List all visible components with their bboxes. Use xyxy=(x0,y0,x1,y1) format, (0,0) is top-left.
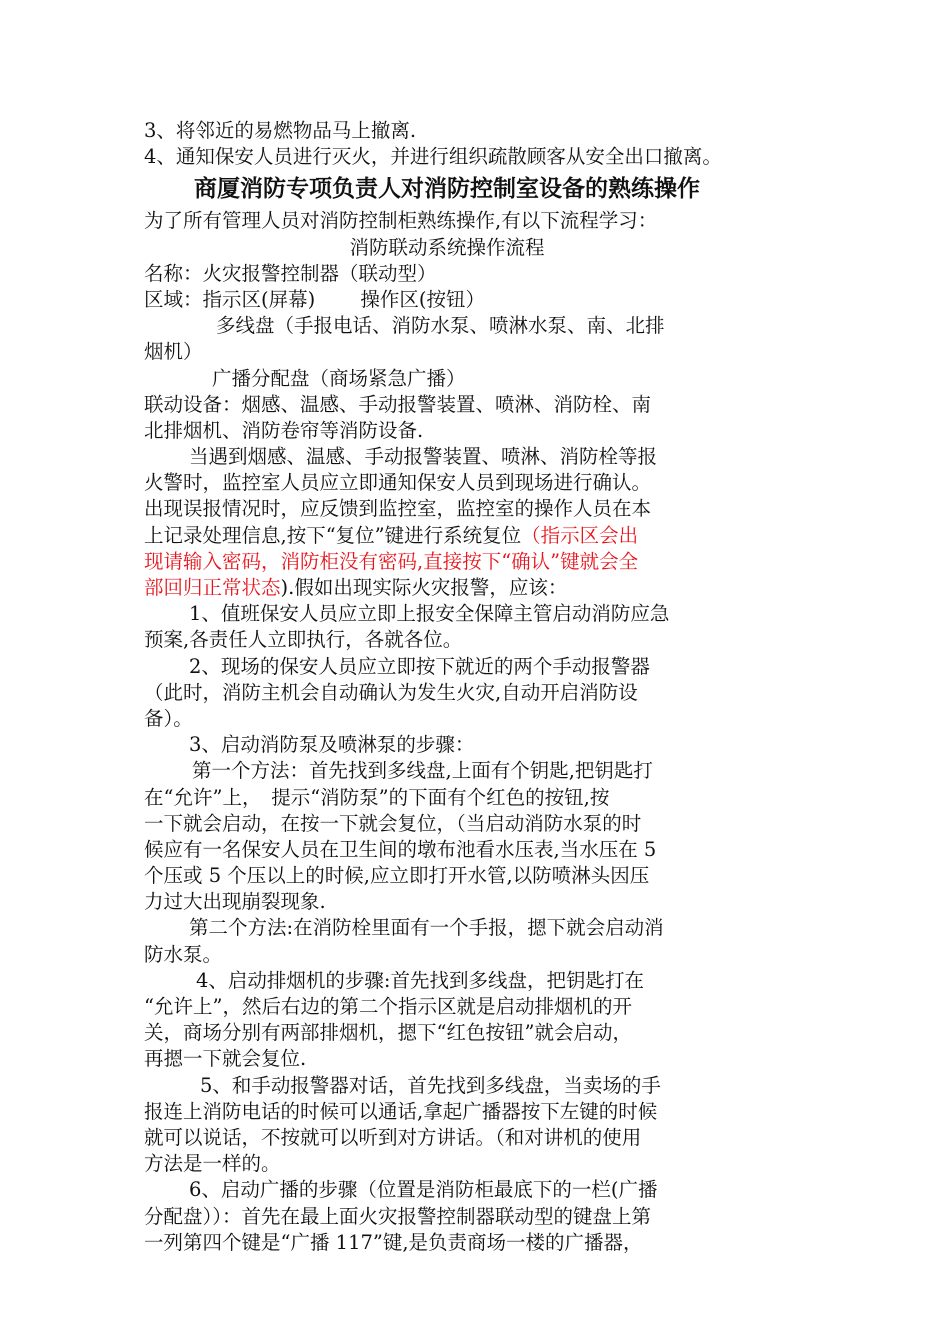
step-1-line-cont: 预案,各责任人立即执行，各就各位。 xyxy=(144,628,463,652)
list-item-3: 3、将邻近的易燃物品马上撤离. xyxy=(144,119,417,142)
multiline-panel-line: 多线盘（手报电话、消防水泵、喷淋水泵、南、北排 xyxy=(216,314,665,338)
method-1-line: 第一个方法：首先找到多线盘,上面有个钥匙,把钥匙打 xyxy=(192,759,653,783)
linkage-equipment-line-cont: 北排烟机、消防卷帘等消防设备. xyxy=(144,418,424,442)
paragraph-text: ).假如出现实际火灾报警，应该： xyxy=(280,576,568,599)
step-2-line-cont: 备）。 xyxy=(144,706,193,730)
step-5-line-cont: 报连上消防电话的时候可以通话,拿起广播器按下左键的时候 xyxy=(144,1099,658,1123)
paragraph-line: 出现误报情况时，应反馈到监控室，监控室的操作人员在本 xyxy=(144,497,652,521)
method-1-line-cont: 在“允许”上， 提示“消防泵”的下面有个红色的按钮,按 xyxy=(144,785,610,809)
step-4-line-cont: 关，商场分别有两部排烟机，摁下“红色按钮”就会启动， xyxy=(144,1021,632,1045)
step-5-line: 5、和手动报警器对话，首先找到多线盘，当卖场的手 xyxy=(200,1073,661,1097)
section-subtitle: 消防联动系统操作流程 xyxy=(349,235,545,259)
paragraph-text: 上记录处理信息,按下“复位”键进行系统复位 xyxy=(144,523,522,547)
device-name-line: 名称：火灾报警控制器（联动型） xyxy=(144,261,437,285)
red-note-text: 部回归正常状态 xyxy=(144,576,281,599)
step-5-line-cont: 方法是一样的。 xyxy=(144,1152,281,1176)
method-1-line-cont: 一下就会启动，在按一下就会复位，（当启动消防水泵的时 xyxy=(144,811,642,835)
list-item-4: 4、通知保安人员进行灭火，并进行组织疏散顾客从安全出口撤离。 xyxy=(144,145,722,169)
multiline-panel-line-cont: 烟机） xyxy=(144,340,203,364)
document-page xyxy=(144,118,750,1256)
step-3-heading: 3、启动消防泵及喷淋泵的步骤： xyxy=(189,733,475,757)
broadcast-panel-line: 广播分配盘（商场紧急广播） xyxy=(212,366,466,390)
step-2-line-cont: （此时，消防主机会自动确认为发生火灾,自动开启消防设 xyxy=(144,680,638,704)
method-2-line: 第二个方法:在消防栓里面有一个手报，摁下就会启动消 xyxy=(189,916,664,940)
method-1-line-cont: 个压或 5 个压以上的时候,应立即打开水管,以防喷淋头因压 xyxy=(144,864,650,888)
step-4-line-cont: “允许上”，然后右边的第二个指示区就是启动排烟机的开 xyxy=(144,995,632,1018)
step-6-line-cont: 一列第四个键是“广播 117”键,是负责商场一楼的广播器， xyxy=(144,1230,643,1254)
step-5-line-cont: 就可以说话，不按就可以听到对方讲话。（和对讲机的使用 xyxy=(144,1125,642,1149)
page-title: 商厦消防专项负责人对消防控制室设备的熟练操作 xyxy=(194,176,700,203)
step-1-line: 1、值班保安人员应立即上报安全保障主管启动消防应急 xyxy=(189,602,670,626)
linkage-equipment-line: 联动设备：烟感、温感、手动报警装置、喷淋、消防栓、南 xyxy=(144,392,652,416)
method-1-line-cont: 候应有一名保安人员在卫生间的墩布池看水压表,当水压在 5 xyxy=(144,837,657,861)
step-6-line: 6、启动广播的步骤（位置是消防柜最底下的一栏(广播 xyxy=(189,1178,658,1202)
red-note-text: （指示区会出 xyxy=(521,523,639,547)
method-2-line-cont: 防水泵。 xyxy=(144,942,223,966)
paragraph-line: 火警时，监控室人员应立即通知保安人员到现场进行确认。 xyxy=(144,471,652,495)
method-1-line-cont: 力过大出现崩裂现象. xyxy=(144,890,326,914)
red-note-line: 现请输入密码，消防柜没有密码,直接按下“确认”键就会全 xyxy=(144,549,639,573)
intro-text: 为了所有管理人员对消防控制柜熟练操作,有以下流程学习： xyxy=(144,209,658,233)
step-6-line-cont: 分配盘））：首先在最上面火灾报警控制器联动型的键盘上第 xyxy=(144,1204,652,1228)
step-4-line: 4、启动排烟机的步骤:首先找到多线盘，把钥匙打在 xyxy=(196,968,644,992)
paragraph-line: 当遇到烟感、温感、手动报警装置、喷淋、消防栓等报 xyxy=(189,445,658,469)
paragraph-line-mixed xyxy=(144,575,750,601)
area-line: 区域：指示区(屏幕) 操作区(按钮） xyxy=(144,287,486,311)
step-4-line-cont: 再摁一下就会复位. xyxy=(144,1047,307,1071)
paragraph-line-mixed xyxy=(144,523,750,549)
step-2-line: 2、现场的保安人员应立即按下就近的两个手动报警器 xyxy=(189,654,650,678)
